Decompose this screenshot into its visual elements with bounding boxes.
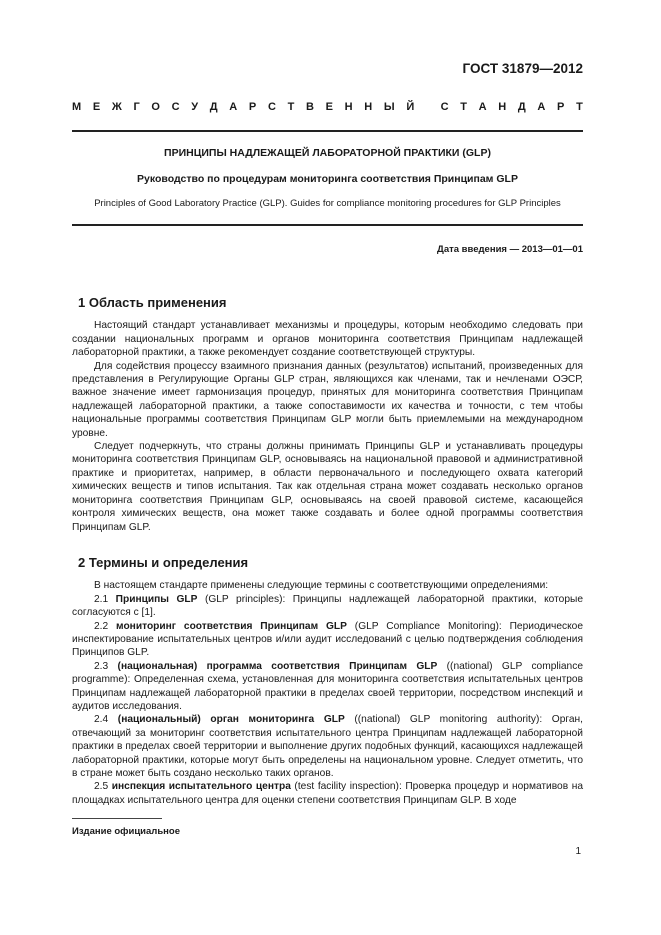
standard-type-letter: Д [517,101,526,113]
term-text: (GLP principles): Принципы надлежащей лабораторной практики, которые согласуются с [1]. [72,593,583,619]
document-number: ГОСТ 31879—2012 [462,61,583,76]
title-divider [72,224,583,226]
standard-type-letter: В [305,101,314,113]
page-number: 1 [575,846,581,857]
term-definition [72,620,583,660]
standard-type-label [72,101,583,113]
document-title: ПРИНЦИПЫ НАДЛЕЖАЩЕЙ ЛАБОРАТОРНОЙ ПРАКТИКИ (GLP) [164,147,491,159]
section-1-paragraph: Настоящий стандарт устанавливает механизмы и процедуры, которым необходимо следовать при создании национальных программ и органов мониторинга соответствия Принципам надлежащей лабораторной практики, а также рекомендует создание соответствующей структуры. [72,320,583,359]
standard-type-letter: Н [498,101,507,113]
footer-divider [72,818,162,819]
term-text: (GLP Compliance Monitoring): Периодическое инспектирование испытательных центров и/или аудит исследований с целью подтверждения соблюдения Принципов GLP. [72,620,583,659]
standard-type-letter [426,101,429,113]
term-definition [72,593,583,620]
section-2-intro: В настоящем стандарте применены следующие термины с соответствующими определениями: [94,580,549,592]
standard-type-letter: С [267,101,276,113]
term-number: 2.5 [94,781,109,793]
section-1-paragraph: Следует подчеркнуть, что страны должны принимать Принципы GLP и устанавливать процедуры мониторинга соответствия Принципам GLP, основываясь на национальной правовой и административной практике и приоритетах, например, в области первоначального и последующего охвата категорий химических веществ и типов испытания. Так как отдельная страна может создавать несколько органов мониторинга соответствия Принципам GLP, основываясь на своей правовой системе, касающейся контроля химических веществ, она может также создавать и более одной программы соответствия Принципам GLP. [72,441,583,533]
document-subtitle: Руководство по процедурам мониторинга соответствия Принципам GLP [137,173,518,185]
term-text: (test facility inspection): Проверка процедур и нормативов на площадках испытательного центра для оценки степени соответствия Принципам GLP. В ходе [72,781,583,806]
standard-type-letter: Н [344,101,353,113]
term-text: ((national) GLP compliance programme): Определенная схема, установленная для мониторинга соответствия испытательных центров Принципам надлежащей лабораторной практики в пределах своей территории, посредством инспекций и аудитов исследования. [72,660,583,712]
standard-type-letter: С [171,101,180,113]
standard-type-letter: Т [576,101,583,113]
term-name: (национальная) программа соответствия Принципам GLP [117,660,438,672]
standard-type-letter: Н [364,101,373,113]
standard-type-letter: Ы [383,101,395,113]
term-name: (национальный) орган мониторинга GLP [117,714,345,726]
header-divider [72,130,583,132]
standard-type-letter: Р [248,101,257,113]
standard-type-letter: Г [133,101,140,113]
term-number: 2.4 [94,714,109,726]
standard-type-letter: У [191,101,199,113]
term-definition [72,780,583,807]
standard-type-letter: А [478,101,487,113]
section-2-heading: 2 Термины и определения [78,554,249,570]
introduction-date: Дата введения — 2013—01—01 [437,244,583,255]
standard-type-letter: М [72,101,82,113]
document-title-english: Principles of Good Laboratory Practice (GLP). Guides for compliance monitoring procedures for GLP Principles [94,198,561,209]
edition-label: Издание официальное [72,826,180,837]
standard-type-letter: Й [406,101,415,113]
term-name: мониторинг соответствия Принципам GLP [116,620,347,632]
standard-type-letter: Е [92,101,101,113]
standard-type-letter: Д [209,101,218,113]
standard-type-letter: О [151,101,160,113]
term-number: 2.2 [94,620,109,632]
document-body [72,296,583,807]
section-1-paragraph: Для содействия процессу взаимного признания данных (результатов) испытаний, произведенных для представления в Регулирующие Органы GLP стран, являющихся как членами, так и нечленами ОЭСР, важное значение имеет гармонизация процедур, принятых для мониторинга соответствия Принципам надлежащей лабораторной практики, а также сопоставимости их качества и точности, с тем чтобы национальные программы соответствия Принципам GLP могли быть приемлемыми на международном уровне. [72,360,583,439]
standard-type-letter: Е [325,101,333,113]
term-number: 2.3 [94,660,109,672]
standard-type-letter: Т [287,101,295,113]
term-name: Принципы GLP [115,593,198,605]
term-text: ((national) GLP monitoring authority): Орган, отвечающий за мониторинг соответствия испытательного центра Принципам надлежащей лабораторной практики в пределах своей территории и выполнение других подобных функций, касающихся надлежащей лабораторной практики, которые могут быть определены на национальном уровне. Следует отметить, что в стране может быть создано несколько таких органов. [72,714,583,779]
standard-type-letter: Т [460,101,467,113]
term-definition [72,660,583,714]
standard-type-letter: А [537,101,546,113]
standard-type-letter: Ж [111,101,122,113]
standard-type-letter: С [440,101,449,113]
term-name: инспекция испытательного центра [111,781,291,793]
term-definition [72,713,583,780]
section-1-heading: 1 Область применения [78,295,227,310]
standard-type-letter: А [229,101,238,113]
standard-type-letter: Р [557,101,565,113]
term-number: 2.1 [94,593,109,605]
